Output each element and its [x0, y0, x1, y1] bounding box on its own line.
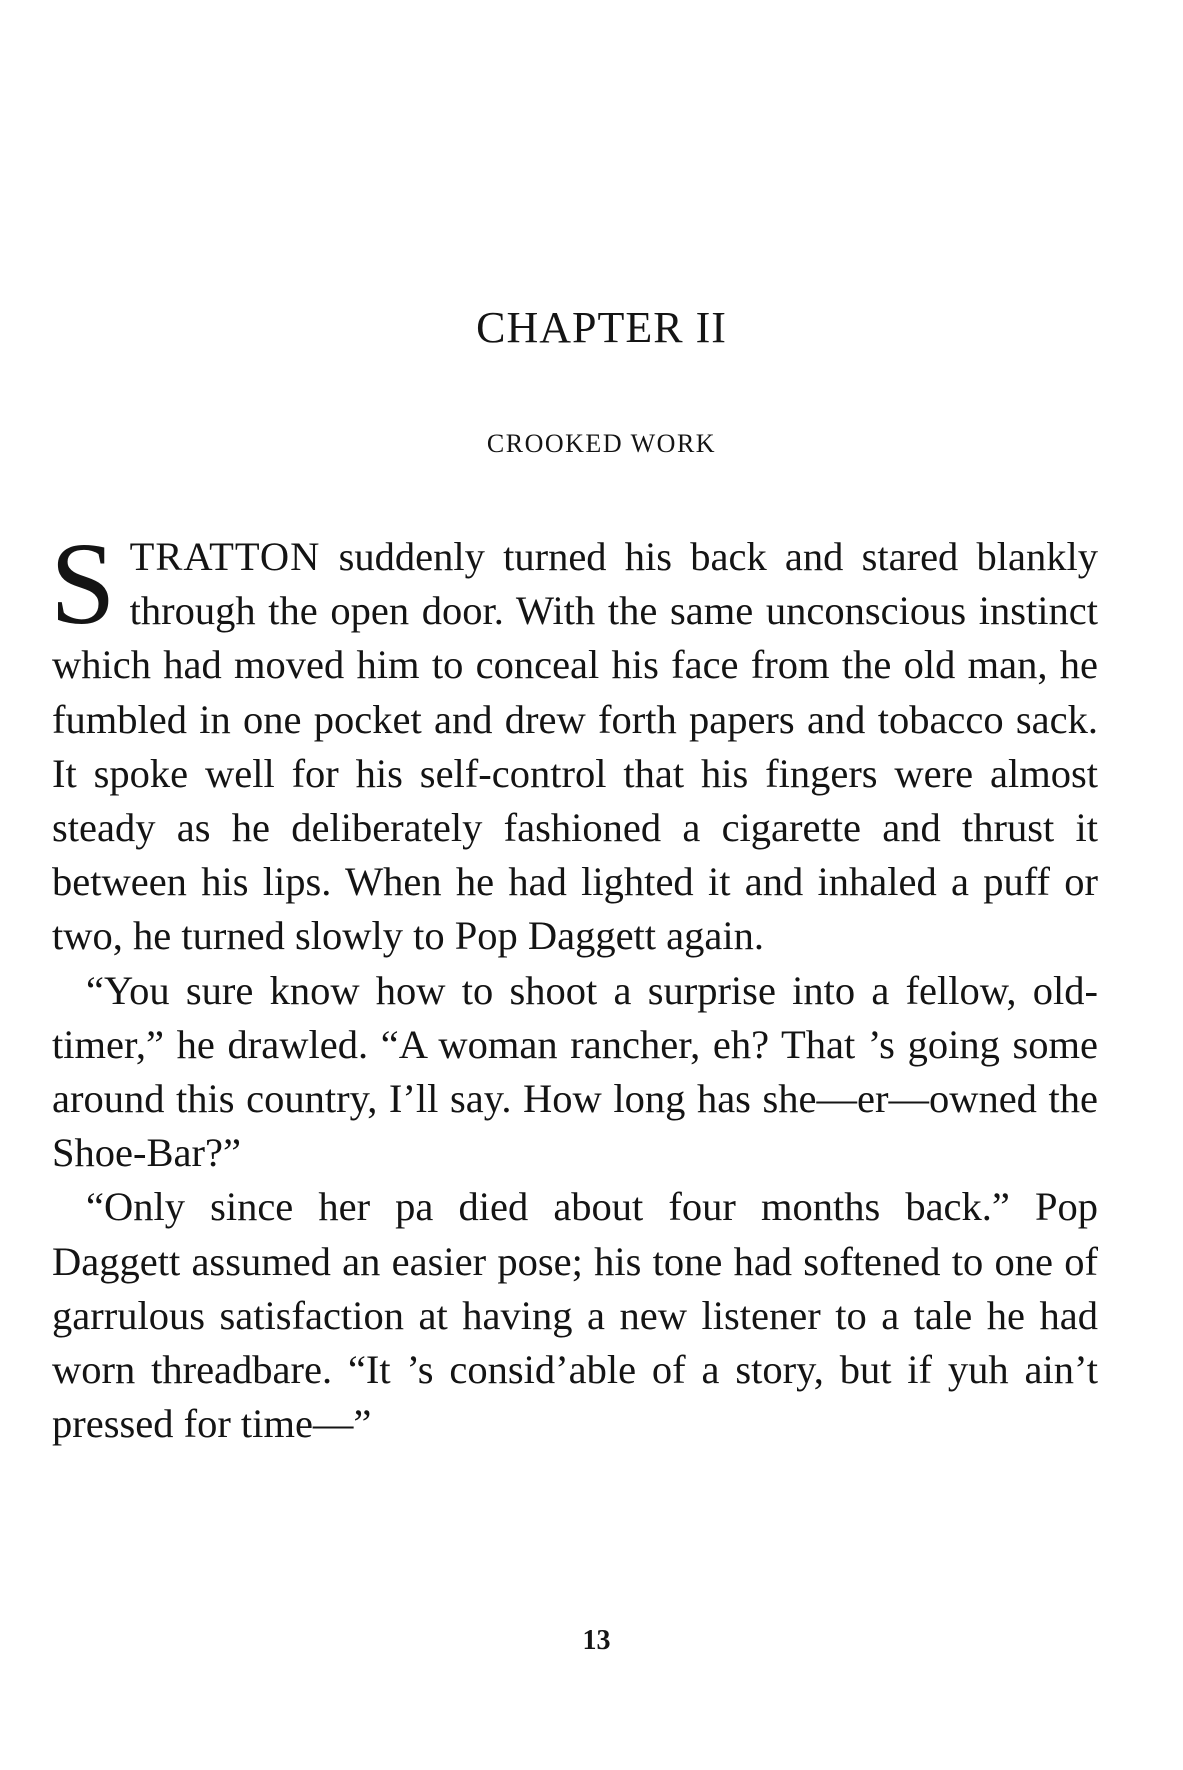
- paragraph-1: [50, 518, 1098, 964]
- chapter-subtitle: CROOKED WORK: [486, 429, 717, 458]
- page-number: 13: [582, 1625, 611, 1656]
- chapter-body: [50, 518, 1098, 1451]
- opening-word: TRATTON: [129, 534, 321, 579]
- drop-cap: S: [50, 518, 116, 649]
- paragraph-2: “You sure know how to shoot a surprise into a fellow, old-timer,” he drawled. “A woman rancher, eh? That ’s going some around this country, I’ll say. How long has she—er—owned the Shoe-Bar?”: [52, 967, 1098, 1176]
- chapter-title: CHAPTER II: [476, 303, 727, 352]
- paragraph-1-text: suddenly turned his back and stared blankly through the open door. With the same unconscious instinct which had moved him to conceal his face from the old man, he fumbled in one pocket and drew forth papers and tobacco sack. It spoke well for his self-control that his fingers were almost steady as he deliberately fashioned a cigarette and thrust it between his lips. When he had lighted it and inhaled a puff or two, he turned slowly to Pop Daggett again.: [52, 534, 1098, 959]
- paragraph-3: “Only since her pa died about four months back.” Pop Daggett assumed an easier pose; his tone had softened to one of garrulous satisfaction at having a new listener to a tale he had worn threadbare. “It ’s consid’able of a story, but if yuh ain’t pressed for time—”: [52, 1184, 1098, 1447]
